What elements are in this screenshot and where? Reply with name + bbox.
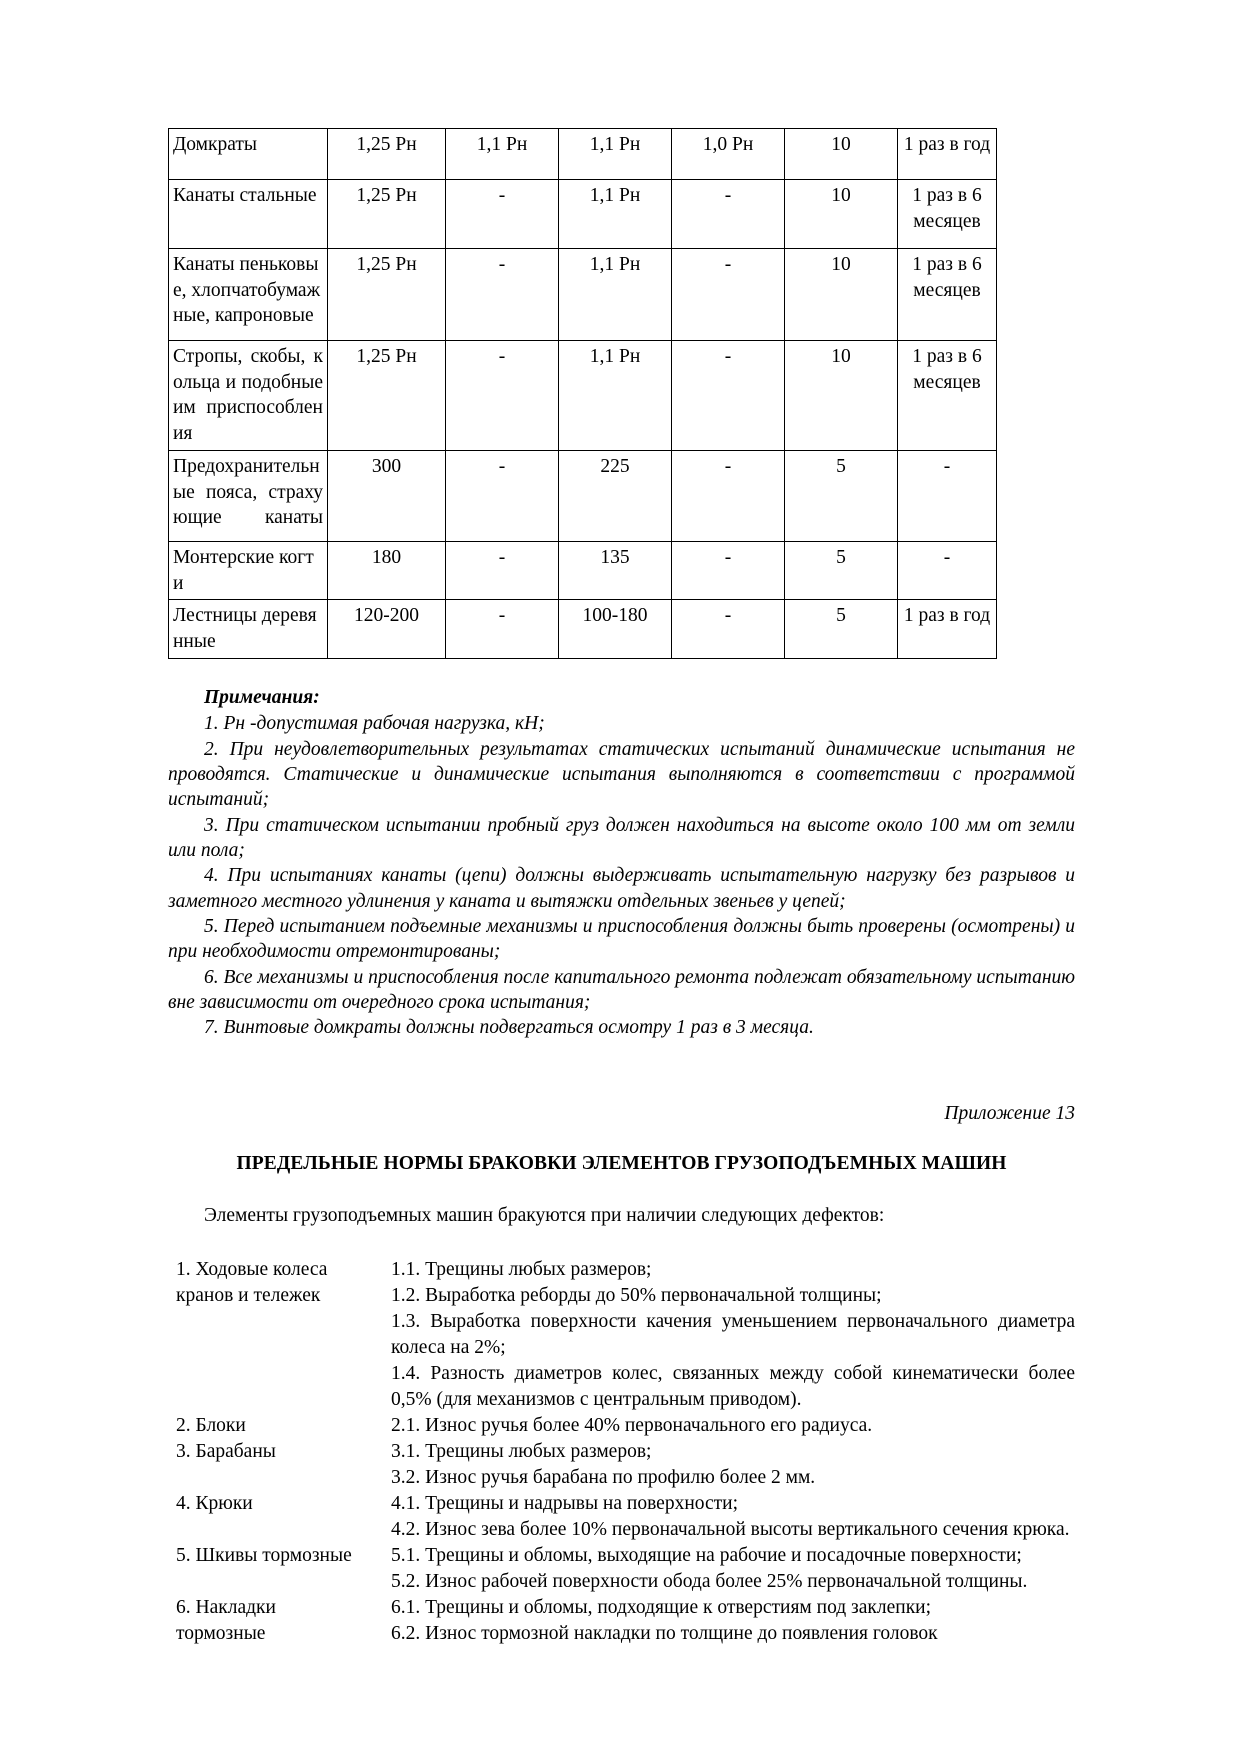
test-norms-table-body xyxy=(169,129,997,659)
row-hold-time: 10 xyxy=(785,249,898,341)
defect-category xyxy=(168,1413,391,1439)
table-row xyxy=(169,541,997,599)
row-test-frequency: 1 раз в 6 месяцев xyxy=(898,249,997,341)
row-static-load: 1,25 Рн xyxy=(328,180,446,249)
defects-table xyxy=(168,1257,1075,1647)
defect-row xyxy=(168,1257,1075,1413)
row-static-load: 1,25 Рн xyxy=(328,249,446,341)
defect-item: 5.1. Трещины и обломы, выходящие на рабочие и посадочные поверхности; xyxy=(391,1545,1022,1567)
table-row xyxy=(169,341,997,451)
row-dynamic-load: - xyxy=(446,180,559,249)
defect-items xyxy=(391,1439,1075,1491)
row-periodic-static: 225 xyxy=(559,450,672,541)
row-periodic-dynamic: - xyxy=(672,600,785,658)
defect-items xyxy=(391,1595,1075,1647)
defect-item: 3.1. Трещины любых размеров; xyxy=(391,1440,652,1462)
row-dynamic-load: 1,1 Рн xyxy=(446,129,559,180)
defect-item: 4.1. Трещины и надрывы на поверхности; xyxy=(391,1492,739,1514)
defect-category-line: тормозные xyxy=(176,1623,266,1645)
row-periodic-dynamic: - xyxy=(672,341,785,451)
row-periodic-dynamic: - xyxy=(672,249,785,341)
defect-item: 1.4. Разность диаметров колес, связанных между собой кинематически более 0,5% (для механизмов с центральным приводом). xyxy=(391,1362,1075,1410)
row-test-frequency: 1 раз в год xyxy=(898,129,997,180)
row-equipment-name: Стропы, скобы, кольца и подобные им приспособления xyxy=(169,341,328,451)
row-test-frequency: - xyxy=(898,450,997,541)
row-periodic-static: 1,1 Рн xyxy=(559,129,672,180)
defect-item: 6.2. Износ тормозной накладки по толщине до появления головок xyxy=(391,1623,938,1645)
row-periodic-static: 1,1 Рн xyxy=(559,341,672,451)
note-item: 2. При неудовлетворительных результатах статических испытаний динамические испытания не проводятся. Статические и динамические испытания выполняются в соответствии с программой испытаний; xyxy=(168,738,1075,811)
row-dynamic-load: - xyxy=(446,600,559,658)
defect-category-line: кранов и тележек xyxy=(176,1284,321,1306)
defect-items xyxy=(391,1491,1075,1543)
defect-item: 5.2. Износ рабочей поверхности обода более 25% первоначальной толщины. xyxy=(391,1571,1028,1593)
defect-category-line: 2. Блоки xyxy=(176,1414,246,1436)
row-static-load: 1,25 Рн xyxy=(328,129,446,180)
row-static-load: 180 xyxy=(328,541,446,599)
defect-item: 4.2. Износ зева более 10% первоначальной высоты вертикального сечения крюка. xyxy=(391,1519,1070,1540)
row-periodic-dynamic: 1,0 Рн xyxy=(672,129,785,180)
row-dynamic-load: - xyxy=(446,341,559,451)
row-equipment-name: Канаты пеньковые, хлопчатобумажные, капроновые xyxy=(169,249,328,341)
row-periodic-static: 1,1 Рн xyxy=(559,180,672,249)
defect-category xyxy=(168,1491,391,1543)
note-item: 3. При статическом испытании пробный груз должен находиться на высоте около 100 мм от земли или пола; xyxy=(168,814,1075,861)
notes-section xyxy=(168,685,1075,1041)
row-dynamic-load: - xyxy=(446,541,559,599)
page-title: ПРЕДЕЛЬНЫЕ НОРМЫ БРАКОВКИ ЭЛЕМЕНТОВ ГРУЗОПОДЪЕМНЫХ МАШИН xyxy=(236,1152,1007,1174)
defect-items xyxy=(391,1257,1075,1413)
row-hold-time: 10 xyxy=(785,341,898,451)
defect-row xyxy=(168,1491,1075,1543)
row-equipment-name: Лестницы деревянные xyxy=(169,600,328,658)
intro-paragraph: Элементы грузоподъемных машин бракуются при наличии следующих дефектов: xyxy=(204,1204,885,1226)
row-static-load: 1,25 Рн xyxy=(328,341,446,451)
note-item: 4. При испытаниях канаты (цепи) должны выдерживать испытательную нагрузку без разрывов и заметного местного удлинения у каната и вытяжки отдельных звеньев у цепей; xyxy=(168,865,1075,912)
test-norms-table xyxy=(168,128,997,659)
row-periodic-static: 135 xyxy=(559,541,672,599)
table-row xyxy=(169,450,997,541)
row-static-load: 300 xyxy=(328,450,446,541)
table-row xyxy=(169,249,997,341)
notes-heading: Примечания: xyxy=(204,686,320,708)
note-item: 5. Перед испытанием подъемные механизмы и приспособления должны быть проверены (осмотрены) и при необходимости отремонтированы; xyxy=(168,915,1075,963)
defect-category-line: 1. Ходовые колеса xyxy=(176,1258,328,1280)
row-hold-time: 5 xyxy=(785,541,898,599)
defect-item: 1.1. Трещины любых размеров; xyxy=(391,1258,652,1280)
defect-item: 1.2. Выработка реборды до 50% первоначальной толщины; xyxy=(391,1284,882,1306)
row-periodic-dynamic: - xyxy=(672,450,785,541)
defect-item: 2.1. Износ ручья более 40% первоначального его радиуса. xyxy=(391,1414,873,1436)
table-row xyxy=(169,600,997,658)
defect-category xyxy=(168,1595,391,1647)
row-hold-time: 5 xyxy=(785,450,898,541)
defect-category xyxy=(168,1543,391,1595)
defect-category-line: 4. Крюки xyxy=(176,1492,253,1514)
defect-category-line: 5. Шкивы тормозные xyxy=(176,1545,352,1567)
row-hold-time: 10 xyxy=(785,180,898,249)
defect-category xyxy=(168,1439,391,1491)
appendix-label: Приложение 13 xyxy=(944,1102,1075,1124)
defect-row xyxy=(168,1413,1075,1439)
row-equipment-name: Предохранительные пояса, страхующие канаты xyxy=(169,450,328,541)
defect-category-line: 6. Накладки xyxy=(176,1597,276,1619)
row-test-frequency: 1 раз в 6 месяцев xyxy=(898,341,997,451)
row-dynamic-load: - xyxy=(446,450,559,541)
defect-item: 3.2. Износ ручья барабана по профилю более 2 мм. xyxy=(391,1466,816,1488)
defect-item: 6.1. Трещины и обломы, подходящие к отверстиям под заклепки; xyxy=(391,1597,932,1619)
row-equipment-name: Домкраты xyxy=(169,129,328,180)
defect-category-line: 3. Барабаны xyxy=(176,1440,276,1462)
defects-table-body xyxy=(168,1257,1075,1647)
defect-row xyxy=(168,1439,1075,1491)
row-periodic-static: 100-180 xyxy=(559,600,672,658)
table-row xyxy=(169,129,997,180)
row-periodic-static: 1,1 Рн xyxy=(559,249,672,341)
row-test-frequency: - xyxy=(898,541,997,599)
defect-row xyxy=(168,1595,1075,1647)
row-test-frequency: 1 раз в год xyxy=(898,600,997,658)
row-dynamic-load: - xyxy=(446,249,559,341)
defect-items xyxy=(391,1543,1075,1595)
note-item: 7. Винтовые домкраты должны подвергаться осмотру 1 раз в 3 месяца. xyxy=(204,1017,814,1039)
row-periodic-dynamic: - xyxy=(672,180,785,249)
row-static-load: 120-200 xyxy=(328,600,446,658)
row-test-frequency: 1 раз в 6 месяцев xyxy=(898,180,997,249)
row-hold-time: 10 xyxy=(785,129,898,180)
note-item: 1. Рн -допустимая рабочая нагрузка, кН; xyxy=(204,713,545,735)
note-item: 6. Все механизмы и приспособления после капитального ремонта подлежат обязательному испытанию вне зависимости от очередного срока испытания; xyxy=(168,966,1075,1013)
defect-item: 1.3. Выработка поверхности качения уменьшением первоначального диаметра колеса на 2%; xyxy=(391,1310,1075,1358)
row-hold-time: 5 xyxy=(785,600,898,658)
defect-row xyxy=(168,1543,1075,1595)
defect-category xyxy=(168,1257,391,1413)
row-equipment-name: Канаты стальные xyxy=(169,180,328,249)
row-equipment-name: Монтерские когти xyxy=(169,541,328,599)
row-periodic-dynamic: - xyxy=(672,541,785,599)
table-row xyxy=(169,180,997,249)
defect-items xyxy=(391,1413,1075,1439)
